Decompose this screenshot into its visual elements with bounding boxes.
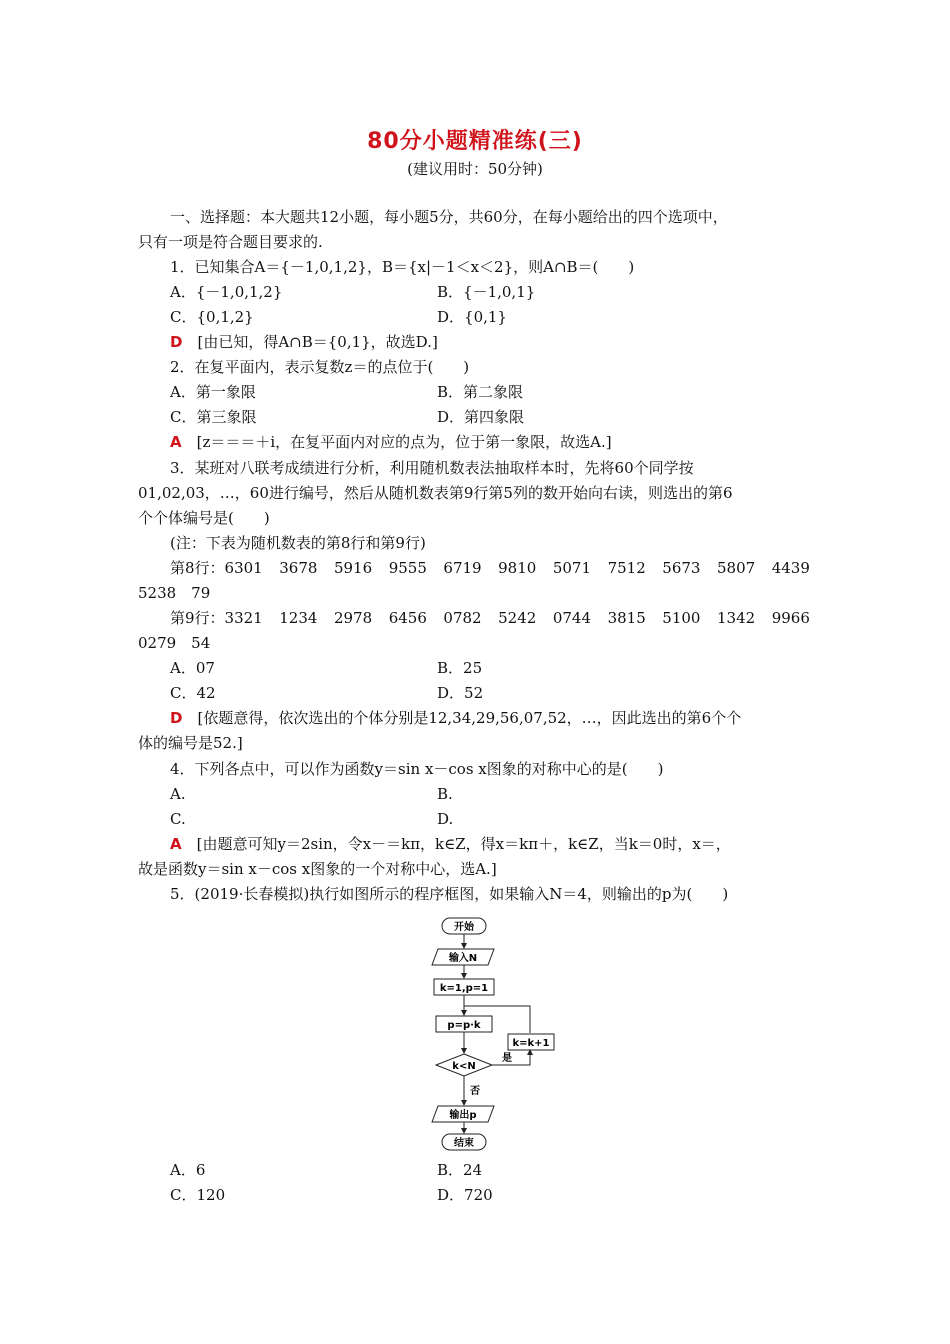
flow-no-label: 否 (470, 1086, 480, 1097)
row-8-number: 5916 (333, 559, 373, 577)
q5-option-a: A．6 (170, 1161, 206, 1179)
q4-answer-text-1: [由题意可知y＝2sin，令x－＝kπ，k∈Z，得x＝kπ＋，k∈Z，当k＝0时，x＝， (196, 835, 731, 853)
q4-option-c: C. (170, 810, 186, 828)
page-subtitle: (建议用时：50分钟) (407, 160, 543, 178)
row-8-number: 3678 (279, 559, 318, 577)
row-8-number: 9810 (498, 559, 537, 577)
q3-answer (170, 708, 741, 728)
q3-answer-text-1: [依题意得，依次选出的个体分别是12,34,29,56,07,52，…，因此选出的第6个个 (197, 709, 742, 727)
q1-answer-letter: D (170, 333, 183, 351)
q3-answer-letter: D (170, 709, 183, 727)
q2-option-a: A．第一象限 (170, 383, 256, 401)
q1-option-d: D．{0,1} (437, 308, 507, 326)
flow-increment-text: k=k+1 (512, 1038, 550, 1049)
q1-option-b: B．{－1,0,1} (437, 283, 536, 301)
row-8-number: 7512 (607, 559, 646, 577)
q1-option-c: C．{0,1,2} (170, 308, 254, 326)
q1-stem: 1．已知集合A＝{－1,0,1,2}，B＝{x|－1＜x＜2}，则A∩B＝( ) (170, 258, 635, 276)
row-8-number: 4439 (771, 559, 810, 577)
row-9-number: 6456 (388, 609, 427, 627)
q4-answer (170, 834, 731, 854)
row-9-number: 3815 (607, 609, 646, 627)
q5-option-c: C．120 (170, 1186, 226, 1204)
flow-init-text: k=1,p=1 (439, 983, 489, 994)
q4-option-a: A. (170, 785, 186, 803)
q4-answer-text-2: 故是函数y＝sin x－cos x图象的一个对称中心，选A.] (138, 860, 497, 878)
flow-end-text: 结束 (454, 1138, 474, 1149)
q5-stem: 5．(2019·长春模拟)执行如图所示的程序框图，如果输入N＝4，则输出的p为( ) (170, 885, 729, 903)
row-9-number: 2978 (333, 609, 373, 627)
q3-option-a: A．07 (170, 659, 215, 677)
row-8-number: 9555 (388, 559, 427, 577)
q3-option-b: B．25 (437, 659, 483, 677)
flow-start-text: 开始 (454, 922, 474, 933)
q3-note: (注：下表为随机数表的第8行和第9行) (170, 534, 426, 552)
q3-option-c: C．42 (170, 684, 216, 702)
flow-yes-label: 是 (502, 1053, 512, 1064)
q4-option-b: B. (437, 785, 453, 803)
row-9-continuation: 0279 54 (138, 634, 211, 652)
q2-stem: 2．在复平面内，表示复数z＝的点位于( ) (170, 358, 470, 376)
random-table-row-8 (170, 558, 810, 578)
row-8-number: 5071 (552, 559, 592, 577)
row-8-label: 第8行：6301 (170, 559, 263, 577)
q3-option-d: D．52 (437, 684, 484, 702)
q1-option-a: A．{－1,0,1,2} (170, 283, 283, 301)
q2-answer (170, 432, 612, 452)
flow-input-text: 输入N (448, 953, 478, 964)
flow-condition-text: k<N (452, 1061, 476, 1072)
flow-multiply-text: p=p·k (447, 1020, 481, 1031)
q5-option-d: D．720 (437, 1186, 493, 1204)
q4-option-d: D. (437, 810, 454, 828)
q2-option-d: D．第四象限 (437, 408, 525, 426)
section-intro-line-2: 只有一项是符合题目要求的. (138, 233, 323, 251)
row-9-number: 9966 (771, 609, 810, 627)
q3-stem-line-2: 01,02,03，…，60进行编号，然后从随机数表第9行第5列的数开始向右读，则选出的第6 (138, 484, 733, 502)
program-flowchart (420, 912, 560, 1152)
page-title: 80分小题精准练(三) (367, 129, 583, 154)
row-8-number: 6719 (443, 559, 482, 577)
flow-output-text: 输出p (449, 1110, 477, 1121)
section-intro-line-1: 一、选择题：本大题共12小题，每小题5分，共60分，在每小题给出的四个选项中， (170, 208, 728, 226)
q2-answer-letter: A (170, 433, 182, 451)
q1-answer (170, 332, 438, 352)
row-9-number: 0782 (443, 609, 482, 627)
q4-stem: 4．下列各点中，可以作为函数y＝sin x－cos x图象的对称中心的是( ) (170, 760, 664, 778)
q3-answer-text-2: 体的编号是52.] (138, 734, 243, 752)
row-9-number: 5242 (498, 609, 537, 627)
q4-answer-letter: A (170, 835, 182, 853)
q1-answer-text: [由已知，得A∩B＝{0,1}，故选D.] (197, 333, 438, 351)
q2-option-c: C．第三象限 (170, 408, 257, 426)
row-9-number: 5100 (662, 609, 701, 627)
row-8-number: 5807 (717, 559, 756, 577)
row-8-continuation: 5238 79 (138, 584, 211, 602)
row-9-number: 1342 (717, 609, 756, 627)
q2-option-b: B．第二象限 (437, 383, 524, 401)
q3-stem-line-3: 个个体编号是( ) (138, 509, 270, 527)
q5-option-b: B．24 (437, 1161, 483, 1179)
q2-answer-text: [z＝＝＝＋i，在复平面内对应的点为，位于第一象限，故选A.] (196, 433, 612, 451)
row-8-number: 5673 (662, 559, 701, 577)
q3-stem-line-1: 3．某班对八联考成绩进行分析，利用随机数表法抽取样本时，先将60个同学按 (170, 459, 694, 477)
random-table-row-9 (170, 608, 810, 628)
row-9-number: 0744 (552, 609, 592, 627)
row-9-label: 第9行：3321 (170, 609, 263, 627)
row-9-number: 1234 (279, 609, 318, 627)
